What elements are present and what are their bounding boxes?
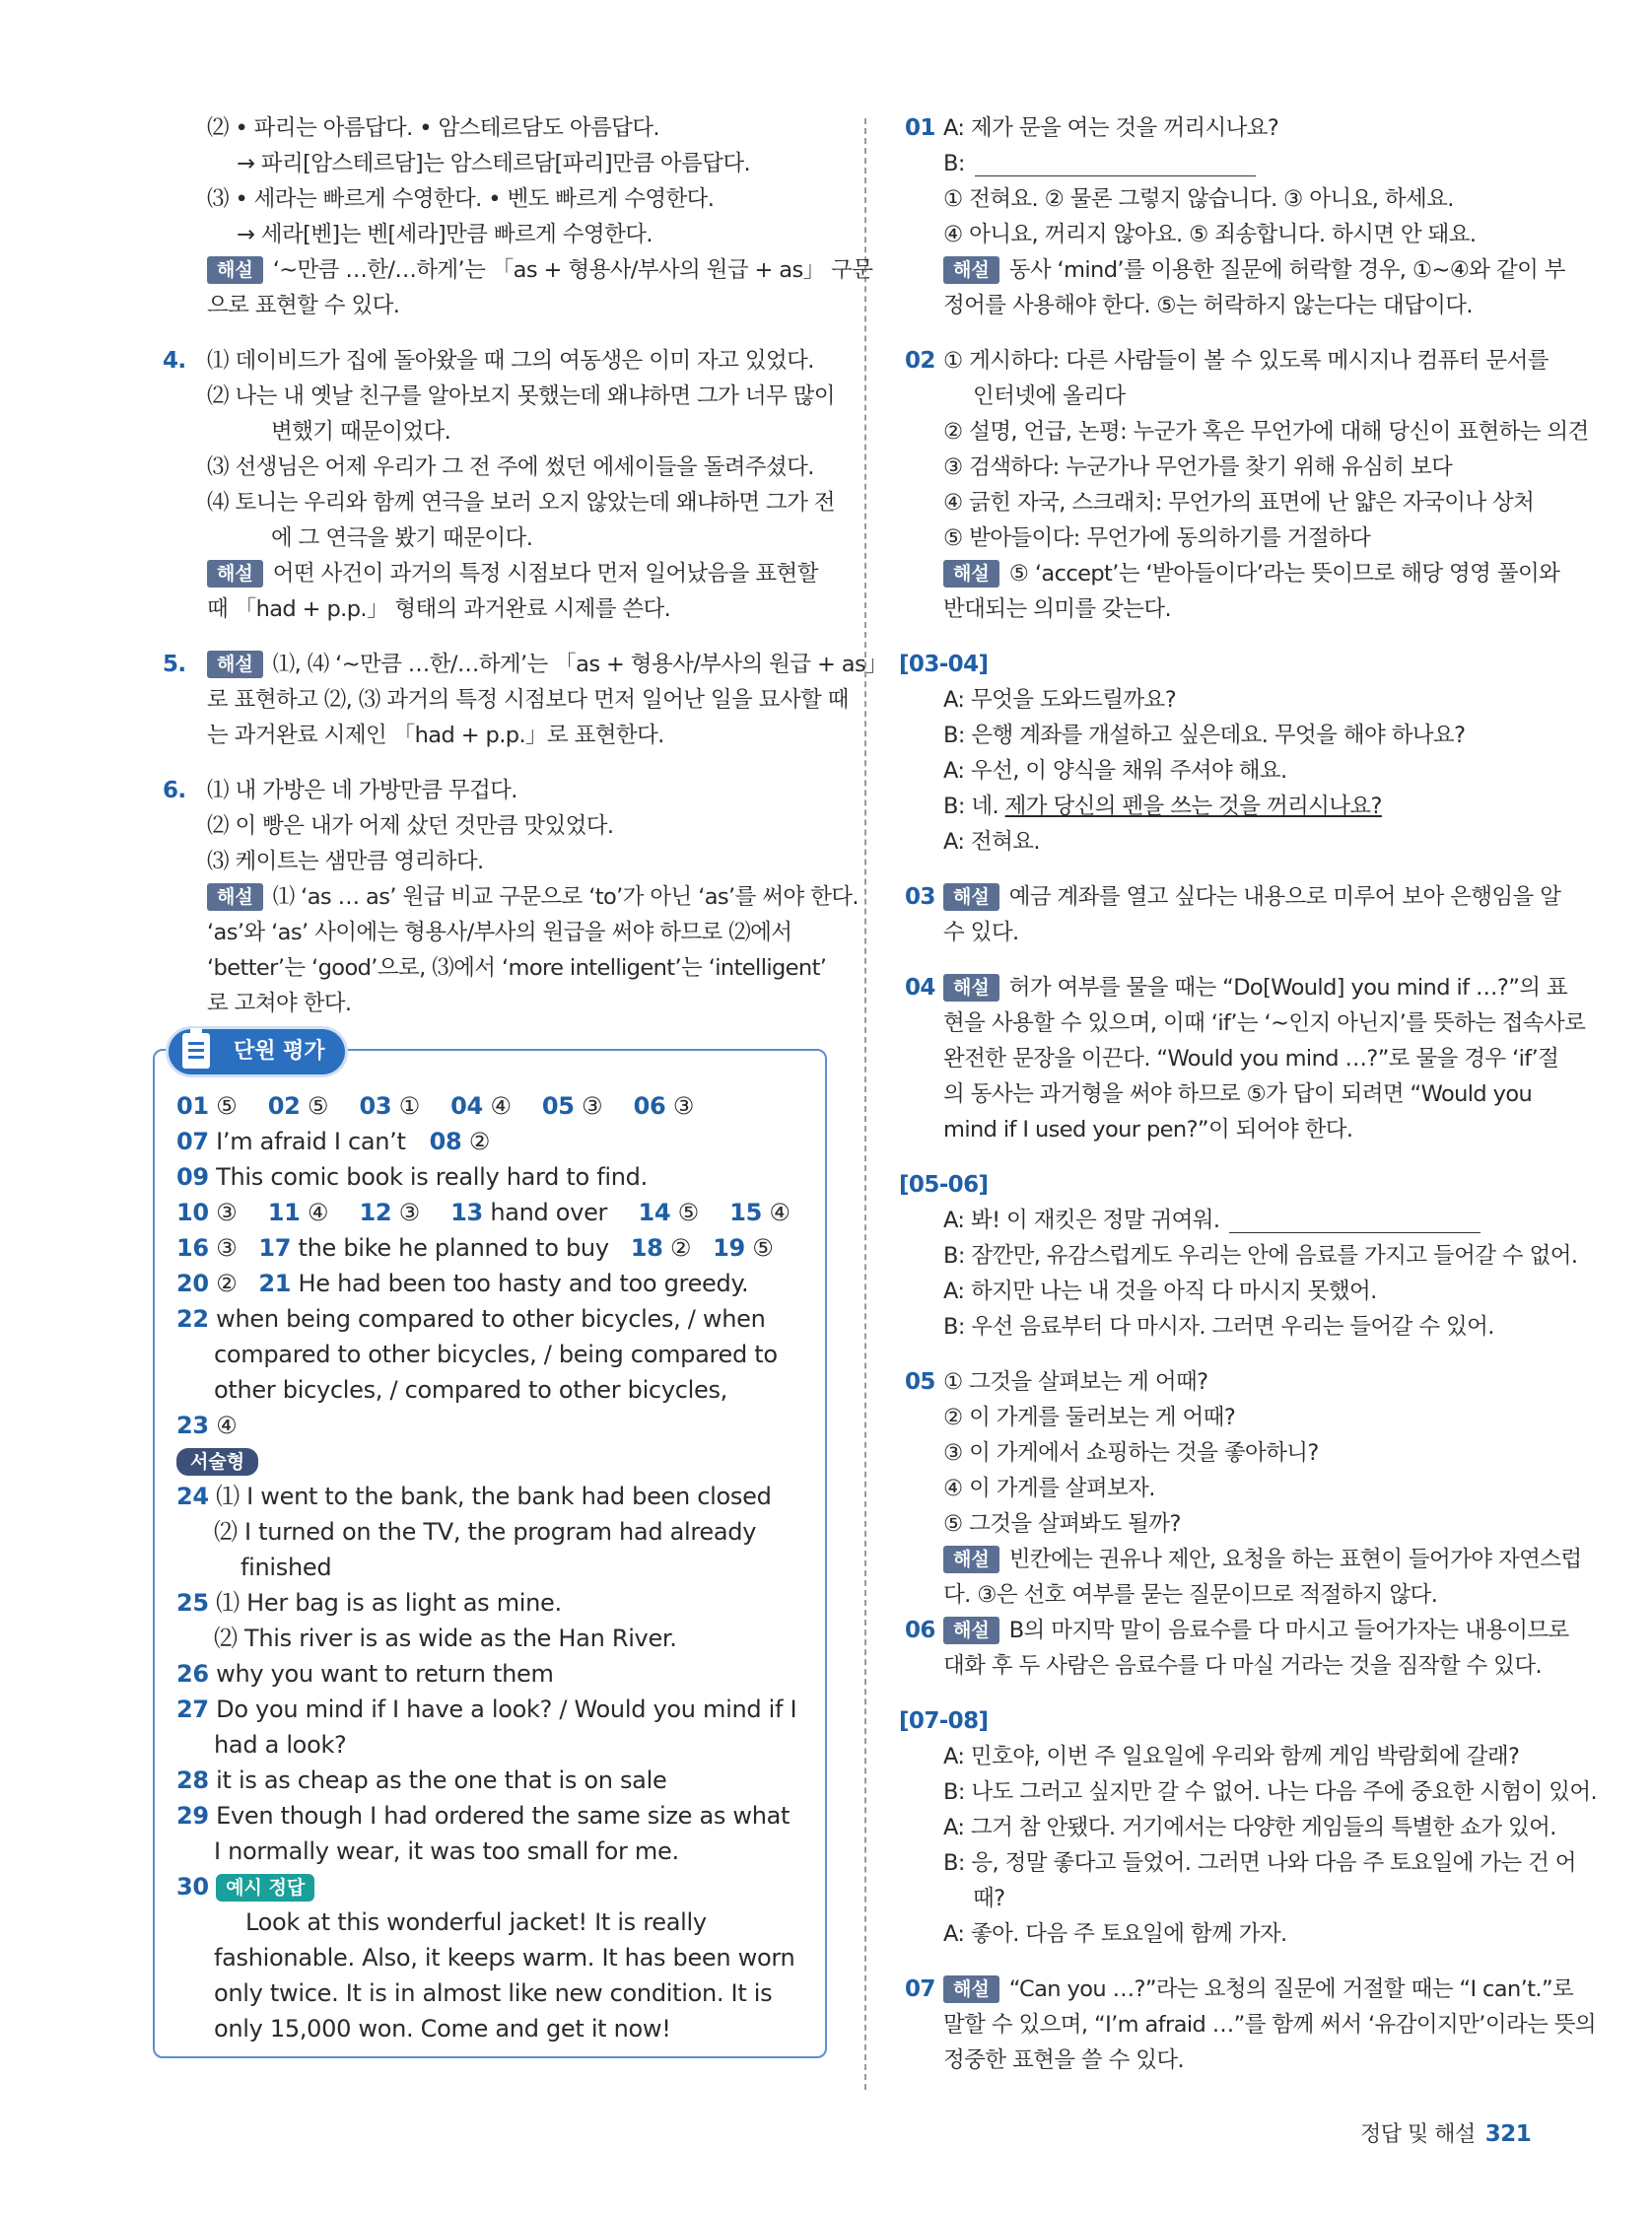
answer-row: 20 ② 21 He had been too hasty and too greedy. [176,1270,749,1297]
dialogue-line: 때? [973,1886,1005,1911]
explanation-badge: 해설 [207,560,263,588]
answer-row: 26 why you want to return them [176,1660,554,1688]
text-line: 인터넷에 올리다 [973,383,1126,409]
dialogue-line: B: 잠깐만, 유감스럽게도 우리는 안에 음료를 가지고 들어갈 수 없어. [943,1243,1578,1269]
answer-row: 29 Even though I had ordered the same size as what [176,1802,791,1830]
text-line: ① 전혀요. ② 물론 그렇지 않습니다. ③ 아니요, 하세요. [943,186,1454,212]
explanation-badge: 해설 [943,1975,999,2003]
question-05: 05 ① 그것을 살펴보는 게 어때? [899,1364,1569,1400]
answer-row: I normally wear, it was too small for me. [214,1837,679,1865]
text-line: ② 설명, 언급, 논평: 누군가 혹은 무언가에 대해 당신이 표현하는 의견 [943,419,1589,445]
question-number: 5. [163,652,186,677]
page-number: 321 [1484,2121,1532,2147]
dialogue-line: B: 우선 음료부터 다 마시자. 그러면 우리는 들어갈 수 있어. [943,1314,1494,1340]
question-04: 04 해설 허가 여부를 물을 때는 “Do[Would] you mind if …?”의 표 [899,970,1569,1005]
text-line: 의 동사는 과거형을 써야 하므로 ⑤가 답이 되려면 “Would you [943,1081,1533,1107]
question-number: 03 [905,884,935,910]
text-line: ⑤ 그것을 살펴봐도 될까? [943,1511,1181,1537]
question-07: 07 해설 “Can you …?”라는 요청의 질문에 거절할 때는 “I can’t.”로 [899,1972,1569,2007]
text-line: ③ 이 가게에서 쇼핑하는 것을 좋아하니? [943,1440,1319,1466]
dialogue-line: A: 무엇을 도와드릴까요? [943,687,1177,713]
answer-blank [975,150,1256,176]
text-line: ③ 검색하다: 누군가나 무언가를 찾기 위해 유심히 보다 [943,454,1453,480]
dialogue-header-label: [03-04] [899,652,989,677]
text-line: → 파리[암스테르담]는 암스테르담[파리]만큼 아름답다. [237,151,751,176]
dialogue-header-label: [05-06] [899,1172,989,1198]
text-line: 대화 후 두 사람은 음료수를 다 마실 거라는 것을 짐작할 수 있다. [943,1653,1543,1679]
left-column [163,110,887,2058]
dialogue-line: A: 하지만 나는 내 것을 아직 다 마시지 못했어. [943,1279,1377,1304]
question-number: 6. [163,778,186,803]
text-line: ⑶ 선생님은 어제 우리가 그 전 주에 썼던 에세이들을 돌려주셨다. [207,454,814,480]
dialogue-line: A: 봐! 이 재킷은 정말 귀여워. [899,1203,1569,1238]
question-5: 5. 해설 ⑴, ⑷ ‘~만큼 …한/…하게’는 「as + 형용사/부사의 원급 + as」 [163,647,823,682]
answer-row: 01 ⑤ 02 ⑤ 03 ① 04 ④ 05 ③ 06 ③ [176,1092,694,1120]
dialogue-line: A: 민호야, 이번 주 일요일에 우리와 함께 게임 박람회에 갈래? [943,1744,1520,1769]
explanation-badge: 해설 [943,1617,999,1644]
text-line: 수 있다. [943,920,1019,945]
question-number: 05 [905,1369,935,1395]
explanation-line: 해설 ⑴ ‘as … as’ 원급 비교 구문으로 ‘to’가 아닌 ‘as’를 써야 한다. [163,879,823,915]
question-number: 04 [905,975,935,1001]
answer-row: 24 ⑴ I went to the bank, the bank had been closed [176,1483,772,1510]
text-line: 로 표현하고 ⑵, ⑶ 과거의 특정 시점보다 먼저 일어난 일을 묘사할 때 [207,687,849,713]
text-line: 다. ③은 선호 여부를 묻는 질문이므로 적절하지 않다. [943,1582,1438,1608]
text-line: B: [899,146,1569,181]
unit-evaluation-title: 단원 평가 [169,1029,345,1074]
question-06: 06 해설 B의 마지막 말이 음료수를 다 마시고 들어가자는 내용이므로 [899,1613,1569,1648]
answer-row: Look at this wonderful jacket! It is really [245,1908,707,1936]
text-line: 완전한 문장을 이끈다. “Would you mind …?”로 물을 경우 ‘if’절 [943,1046,1559,1072]
text-line: 는 과거완료 시제인 「had + p.p.」로 표현한다. [207,723,664,748]
underlined-sentence: 제가 당신의 펜을 쓰는 것을 꺼리시나요? [1004,794,1382,819]
explanation-line: 해설 ‘~만큼 …한/…하게’는 「as + 형용사/부사의 원급 + as」 구문 [163,252,823,288]
answer-row: ⑵ I turned on the TV, the program had already [214,1518,757,1546]
question-02: 02 ① 게시하다: 다른 사람들이 볼 수 있도록 메시지나 컴퓨터 문서를 [899,343,1569,379]
answer-row: finished [241,1554,332,1581]
text-line: 현을 사용할 수 있으며, 이때 ‘if’는 ‘~인지 아닌지’를 뜻하는 접속사로 [943,1010,1586,1036]
dialogue-header [899,1703,1569,1739]
text-line: ⑶ 케이트는 샘만큼 영리하다. [207,849,484,874]
question-number: 06 [905,1618,935,1643]
text-line: 정어를 사용해야 한다. ⑤는 허락하지 않는다는 대답이다. [943,293,1473,318]
question-01: 01 A: 제가 문을 여는 것을 꺼리시나요? [899,110,1569,146]
explanation-badge: 해설 [207,883,263,911]
explanation-line: 해설 동사 ‘mind’를 이용한 질문에 허락할 경우, ①~④와 같이 부 [899,252,1569,288]
question-number: 02 [905,348,935,374]
explanation-line: 해설 빈칸에는 권유나 제안, 요청을 하는 표현이 들어가야 자연스럽 [899,1542,1569,1577]
explanation-badge: 해설 [207,651,263,678]
text-line: ‘better’는 ‘good’으로, ⑶에서 ‘more intelligent’는 ‘intelligent’ [207,955,827,981]
explanation-badge: 해설 [943,560,999,588]
unit-evaluation-box [153,1039,827,2058]
explanation-line: 해설 어떤 사건이 과거의 특정 시점보다 먼저 일어났음을 표현할 [163,556,823,591]
dialogue-line: B: 은행 계좌를 개설하고 싶은데요. 무엇을 해야 하나요? [943,723,1466,748]
answer-row: 10 ③ 11 ④ 12 ③ 13 hand over 14 ⑤ 15 ④ [176,1199,791,1226]
text-line: 로 고쳐야 한다. [207,991,352,1016]
column-divider [864,118,866,2090]
sample-answer-badge: 예시 정답 [216,1874,314,1902]
answer-row: 23 ④ [176,1412,238,1439]
dialogue-header [899,1167,1569,1203]
answer-row: had a look? [214,1731,347,1759]
dialogue-header-label: [07-08] [899,1708,989,1734]
text-line: ⑤ 받아들이다: 무언가에 동의하기를 거절하다 [943,525,1371,551]
answer-row: 22 when being compared to other bicycles, / when [176,1305,766,1333]
text-line: → 세라[벤]는 벤[세라]만큼 빠르게 수영한다. [237,222,653,247]
answer-row: 09 This comic book is really hard to find. [176,1163,648,1191]
answer-row: compared to other bicycles, / being compared to [214,1341,778,1368]
text-line: mind if I used your pen?”이 되어야 한다. [943,1117,1353,1143]
question-number: 01 [905,115,935,141]
explanation-badge: 해설 [943,883,999,911]
dialogue-line: A: 전혀요. [943,829,1040,855]
answer-row: fashionable. Also, it keeps warm. It has been worn [214,1944,795,1972]
answer-row: 25 ⑴ Her bag is as light as mine. [176,1589,562,1617]
answer-row: 07 I’m afraid I can’t 08 ② [176,1128,490,1155]
text-line: ‘as’와 ‘as’ 사이에는 형용사/부사의 원급을 써야 하므로 ⑵에서 [207,920,792,945]
text-line: ⑷ 토니는 우리와 함께 연극을 보러 오지 않았는데 왜냐하면 그가 전 [207,490,835,516]
dialogue-line: B: 나도 그러고 싶지만 갈 수 없어. 나는 다음 주에 중요한 시험이 있어. [943,1779,1598,1805]
answer-row: only twice. It is in almost like new condition. It is [214,1979,773,2007]
text-line: 반대되는 의미를 갖는다. [943,596,1172,622]
answer-row: only 15,000 won. Come and get it now! [214,2015,671,2043]
question-number: 4. [163,348,186,374]
footer-text: 정답 및 해설 [1360,2122,1476,2147]
dialogue-line: B: 네. 제가 당신의 펜을 쓰는 것을 꺼리시나요? [943,794,1382,819]
text-line: ⑵ 이 빵은 내가 어제 샀던 것만큼 맛있었다. [207,813,614,839]
question-4: 4. ⑴ 데이비드가 집에 돌아왔을 때 그의 여동생은 이미 자고 있었다. [163,343,823,379]
text-line: ④ 이 가게를 살펴보자. [943,1476,1155,1501]
right-column [899,110,1598,2078]
dialogue-line: A: 우선, 이 양식을 채워 주셔야 해요. [943,758,1287,784]
explanation-badge: 해설 [943,1546,999,1573]
answer-row: 27 Do you mind if I have a look? / Would you mind if I [176,1696,797,1723]
answer-row: ⑵ This river is as wide as the Han River. [214,1625,677,1652]
text-line: 으로 표현할 수 있다. [207,293,400,318]
essay-badge: 서술형 [176,1448,258,1476]
answer-row: 16 ③ 17 the bike he planned to buy 18 ② 19 ⑤ [176,1234,774,1262]
explanation-badge: 해설 [207,256,263,284]
clipboard-icon [182,1033,210,1069]
question-number: 07 [905,1976,935,2002]
explanation-line: 해설 ⑤ ‘accept’는 ‘받아들이다’라는 뜻이므로 해당 영영 풀이와 [899,556,1569,591]
text-line: 변했기 때문이었다. [271,419,451,445]
answer-blank [1229,1207,1480,1233]
dialogue-line: B: 응, 정말 좋다고 들었어. 그러면 나와 다음 주 토요일에 가는 건 어 [943,1850,1576,1876]
text-line: 정중한 표현을 쓸 수 있다. [943,2047,1185,2073]
page-footer [1360,2117,1531,2148]
text-line: ⑶ • 세라는 빠르게 수영한다. • 벤도 빠르게 수영한다. [207,186,715,212]
answer-row: 28 it is as cheap as the one that is on sale [176,1766,667,1794]
dialogue-line: A: 그거 참 안됐다. 거기에서는 다양한 게임들의 특별한 쇼가 있어. [943,1815,1556,1840]
text-line: ④ 긁힌 자국, 스크래치: 무언가의 표면에 난 얇은 자국이나 상처 [943,490,1535,516]
text-line: 에 그 연극을 봤기 때문이다. [271,525,533,551]
text-line: 때 「had + p.p.」 형태의 과거완료 시제를 쓴다. [207,596,671,622]
dialogue-line: A: 좋아. 다음 주 토요일에 함께 가자. [943,1921,1287,1947]
answer-row: 30 예시 정답 [176,1869,825,1904]
text-line: 말할 수 있으며, “I’m afraid …”를 함께 써서 ‘유감이지만’이라는 뜻의 [943,2012,1597,2038]
essay-label-row [176,1443,825,1479]
text-line: ⑵ 나는 내 옛날 친구를 알아보지 못했는데 왜냐하면 그가 너무 많이 [207,383,835,409]
dialogue-header [899,647,1569,682]
answer-row: other bicycles, / compared to other bicycles, [214,1376,727,1404]
explanation-badge: 해설 [943,256,999,284]
text-line: ⑵ • 파리는 아름답다. • 암스테르담도 아름답다. [207,115,659,141]
question-03: 03 해설 예금 계좌를 열고 싶다는 내용으로 미루어 보아 은행임을 알 [899,879,1569,915]
text-line: ② 이 가게를 둘러보는 게 어때? [943,1405,1236,1430]
question-6: 6. ⑴ 내 가방은 네 가방만큼 무겁다. [163,773,823,808]
text-line: ④ 아니요, 꺼리지 않아요. ⑤ 죄송합니다. 하시면 안 돼요. [943,222,1477,247]
explanation-badge: 해설 [943,974,999,1002]
